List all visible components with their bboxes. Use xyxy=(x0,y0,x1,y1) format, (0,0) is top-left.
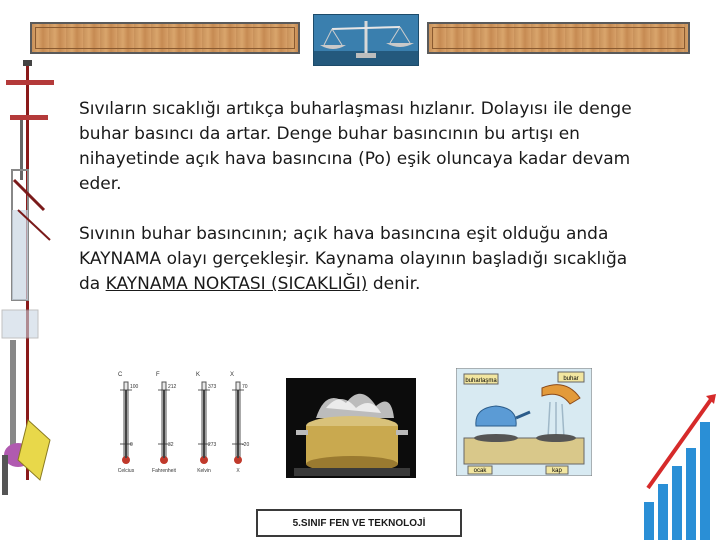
decoration-bar xyxy=(658,484,668,540)
decoration-bar xyxy=(686,448,696,540)
paragraph-1: Sıvıların sıcaklığı artıkça buharlaşması hızlanır. Dolayısı ile denge buhar basıncı da artar. Denge buhar basıncının bu artışı en nihayetinde açık hava basıncına (Po) eşik oluncaya kadar devam eder. xyxy=(79,99,632,194)
paragraph-2-end: denir. xyxy=(367,274,421,294)
header-wood-bar-left xyxy=(30,22,300,54)
decoration-bar xyxy=(672,466,682,540)
label-steam: buhar xyxy=(563,376,579,382)
thermometer-name: Celcius xyxy=(117,468,135,474)
thermometer-unit: K xyxy=(196,372,201,378)
thermometer-column xyxy=(237,390,239,458)
label-cooking-side: ocak xyxy=(473,468,487,474)
decoration-bar xyxy=(700,422,710,540)
paragraph-2 xyxy=(79,222,639,297)
thermometer-name: X xyxy=(236,468,240,474)
thermometer-unit: F xyxy=(156,372,160,378)
main-text xyxy=(79,97,639,297)
footer-course-label: 5.SINIF FEN VE TEKNOLOJİ xyxy=(256,509,462,537)
thermometer-bottom-value: 273 xyxy=(208,442,217,448)
boiling-point-term: KAYNAMA NOKTASI (SICAKLIĞI) xyxy=(105,274,368,294)
thermometer-top-value: 100 xyxy=(130,384,139,390)
thermometer-column xyxy=(125,390,127,458)
label-pot: kap xyxy=(552,468,562,474)
lab-apparatus-illustration xyxy=(0,60,62,500)
thermometer-column xyxy=(163,390,165,458)
thermometer-unit: C xyxy=(118,372,123,378)
thermometer-top-value: 373 xyxy=(208,384,217,390)
boiling-pot-photo xyxy=(286,378,416,478)
thermometer-name: Fahrenheit xyxy=(152,468,176,474)
paragraph-2-start: Sıvının buhar basıncının; açık hava basıncına eşit olduğu anda KAYNAMA olayı gerçekleşir. Kaynama olayının başladığı sıcaklığa da xyxy=(79,224,628,294)
thermometer-bottom-value: -20 xyxy=(242,442,250,448)
balance-scale-image xyxy=(313,14,419,66)
header-wood-bar-right xyxy=(427,22,690,54)
thermometers-illustration xyxy=(110,368,260,474)
label-bubbles: buharlaşma xyxy=(465,378,497,384)
thermometer-unit: X xyxy=(230,372,235,378)
thermometer-bottom-value: 32 xyxy=(168,442,174,448)
decoration-bar xyxy=(644,502,654,540)
thermometer-bottom-value: 0 xyxy=(130,442,133,448)
thermometer-top-value: 70 xyxy=(242,384,248,390)
thermometer-name: Kelvin xyxy=(197,468,211,474)
growth-bar-chart-decoration xyxy=(640,392,720,540)
thermometer-top-value: 212 xyxy=(168,384,177,390)
kettle-boiling-diagram xyxy=(456,368,592,476)
thermometer-column xyxy=(203,390,205,458)
